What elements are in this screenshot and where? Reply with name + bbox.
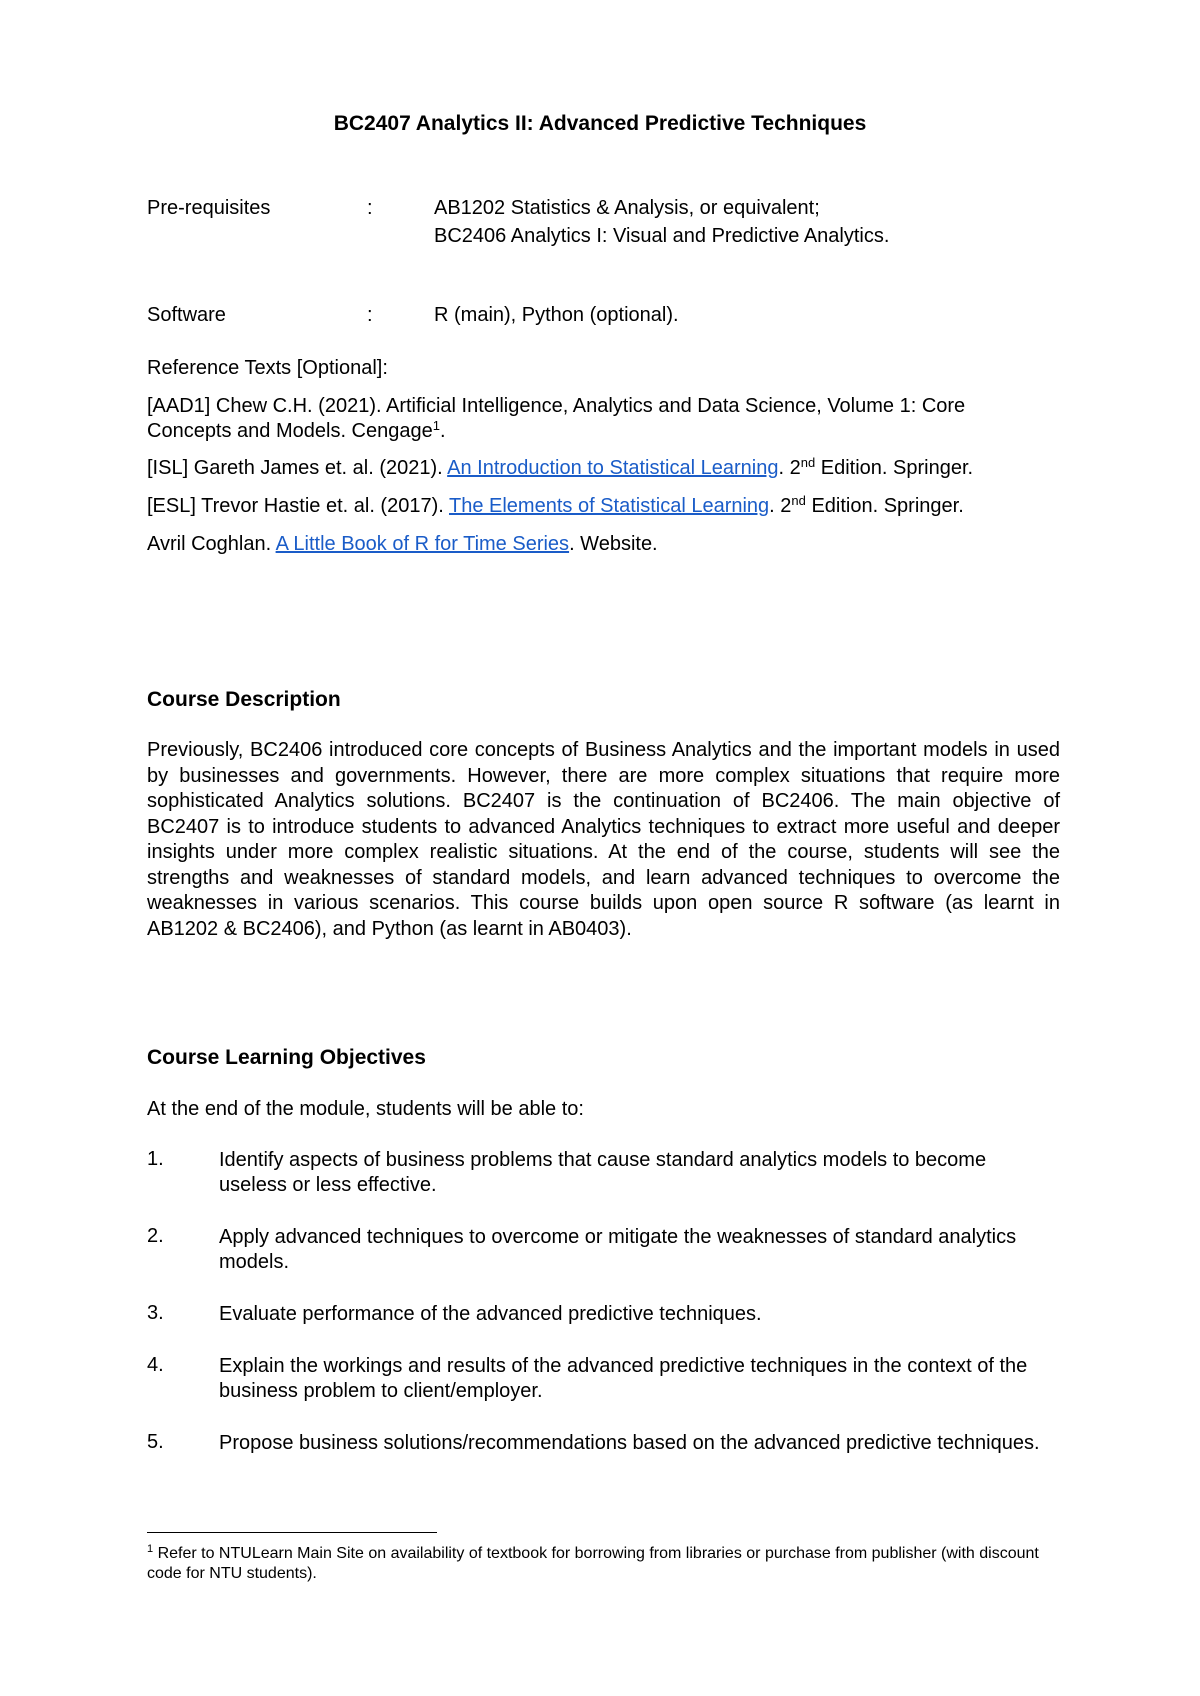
objectives-intro: At the end of the module, students will be able to: (147, 1098, 584, 1120)
reference-avril-suffix: . Website. (569, 533, 658, 555)
objective-number: 5. (147, 1431, 164, 1453)
footnote-marker: 1 (147, 1543, 154, 1555)
objective-number: 3. (147, 1302, 164, 1324)
objective-item: Evaluate performance of the advanced predictive techniques. (219, 1303, 762, 1325)
objective-item: Propose business solutions/recommendations based on the advanced predictive techniques. (219, 1432, 1040, 1454)
prerequisite-bc2406: BC2406 Analytics I: Visual and Predictive Analytics. (434, 225, 890, 247)
reference-esl-mid: . 2 (769, 495, 792, 517)
objective-item: Apply advanced techniques to overcome or mitigate the weaknesses of standard analytics models. (219, 1226, 1017, 1273)
reference-avril-prefix: Avril Coghlan. (147, 533, 276, 555)
isl-link[interactable]: An Introduction to Statistical Learning (447, 457, 779, 479)
references-heading: Reference Texts [Optional]: (147, 357, 388, 379)
reference-isl-prefix: [ISL] Gareth James et. al. (2021). (147, 457, 448, 479)
reference-esl-sup: nd (791, 493, 806, 508)
reference-aad1-line1: [AAD1] Chew C.H. (2021). Artificial Intelligence, Analytics and Data Science, Volume 1: Core (147, 395, 966, 417)
reference-esl-prefix: [ESL] Trevor Hastie et. al. (2017). (147, 495, 449, 517)
reference-esl (147, 494, 964, 519)
prerequisites-label: Pre-requisites (147, 197, 271, 219)
objective-item: Identify aspects of business problems that cause standard analytics models to become useless or less effective. (219, 1149, 987, 1196)
software-value: R (main), Python (optional). (434, 304, 679, 326)
objective-number: 2. (147, 1225, 164, 1247)
esl-link[interactable]: The Elements of Statistical Learning (449, 495, 770, 517)
prerequisites-colon: : (367, 197, 373, 219)
objective-item: Explain the workings and results of the advanced predictive techniques in the context of the business problem to client/employer. (219, 1355, 1028, 1402)
objectives-heading: Course Learning Objectives (147, 1046, 426, 1069)
reference-isl-suffix: Edition. Springer. (815, 457, 974, 479)
reference-aad1-end: . (439, 420, 446, 442)
description-body: Previously, BC2406 introduced core concepts of Business Analytics and the important models in used by businesses and governments. However, there are more complex situations that require more sophisticated Analytics solutions. BC2407 is the continuation of BC2406. The main objective of BC2407 is to introduce students to advanced Analytics techniques to extract more useful and deeper insights under more complex realistic situations. At the end of the course, students will see the strengths and weaknesses of standard models, and learn advanced techniques to overcome the weaknesses in various scenarios. This course builds upon open source R software (as learnt in AB1202 & BC2406), and Python (as learnt in AB0403). (147, 739, 1060, 940)
time-series-link[interactable]: A Little Book of R for Time Series (275, 533, 570, 555)
objective-number: 1. (147, 1148, 164, 1170)
prerequisite-ab1202: AB1202 Statistics & Analysis, or equivalent; (434, 197, 820, 219)
reference-isl-mid: . 2 (778, 457, 801, 479)
description-heading: Course Description (147, 688, 341, 711)
reference-isl (147, 456, 973, 481)
footnote-divider (147, 1532, 437, 1533)
footnote (147, 1544, 1067, 1584)
reference-isl-sup: nd (800, 455, 816, 470)
software-colon: : (367, 304, 373, 326)
reference-avril (147, 532, 658, 557)
software-label: Software (147, 304, 226, 326)
reference-aad1-text: Concepts and Models. Cengage (147, 420, 433, 442)
reference-esl-suffix: Edition. Springer. (805, 495, 964, 517)
footnote-ref-1[interactable]: 1 (432, 418, 440, 433)
course-title: BC2407 Analytics II: Advanced Predictive Techniques (333, 112, 867, 135)
objective-number: 4. (147, 1354, 164, 1376)
reference-aad1-line2 (147, 419, 446, 444)
footnote-text: Refer to NTULearn Main Site on availability of textbook for borrowing from libraries or purchase from publisher (with discount code for NTU students). (147, 1545, 1039, 1582)
